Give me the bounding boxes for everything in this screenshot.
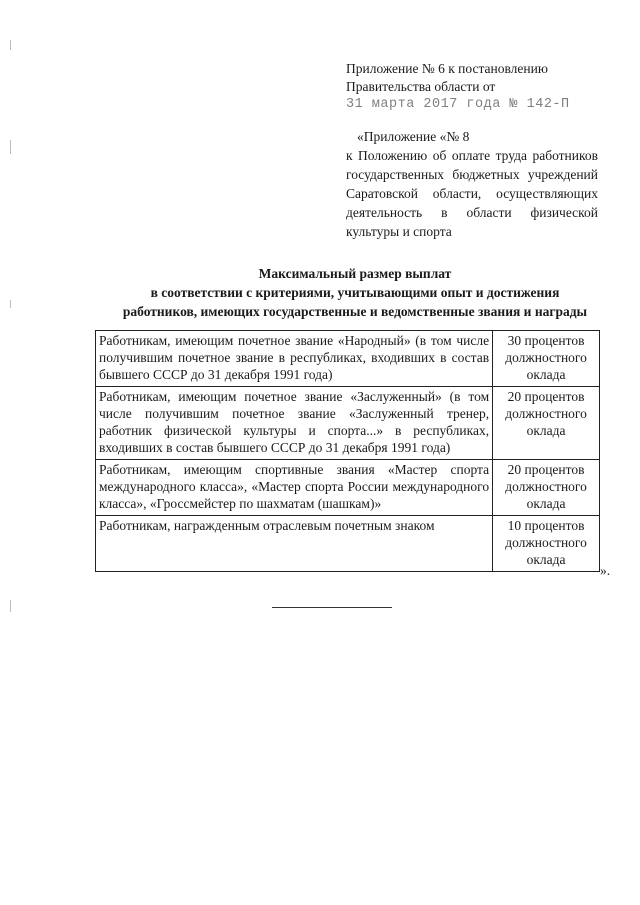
closing-quote: ».	[600, 563, 611, 578]
criterion-cell: Работникам, имеющим спортивные звания «Мастер спорта международного класса», «Мастер спорта России международного класса», «Гроссмейстер по шахматам (шашкам)»	[96, 460, 493, 516]
amount-cell: 20 процентов должностного оклада	[493, 387, 600, 460]
payment-table	[95, 330, 600, 572]
date-number-stamp: 31 марта 2017 года № 142-П	[346, 97, 570, 112]
criterion-cell: Работникам, имеющим почетное звание «Народный» (в том числе получившим почетное звание в республиках, входивших в состав бывшего СССР до 31 декабря 1991 года)	[96, 331, 493, 387]
annex-header	[346, 60, 570, 114]
criterion-cell: Работникам, награжденным отраслевым почетным знаком	[96, 516, 493, 572]
document-heading	[70, 264, 640, 321]
scan-margin-mark	[10, 600, 11, 612]
table-row	[96, 516, 600, 572]
table-row	[96, 387, 600, 460]
table-row	[96, 460, 600, 516]
annex-line-2: Правительства области от	[346, 79, 496, 94]
heading-line-2: в соответствии с критериями, учитывающими опыт и достижения	[150, 285, 560, 300]
annex-line-1: Приложение № 6 к постановлению	[346, 61, 548, 76]
scan-margin-mark	[10, 40, 11, 50]
annex-regulation-text: к Положению об оплате труда работников государственных бюджетных учреждений Саратовской области, осуществляющих деятельность в области физической культуры и спорта	[346, 148, 598, 239]
amount-cell: 10 процентов должностного оклада	[493, 516, 600, 572]
heading-line-3: работников, имеющих государственные и ведомственные звания и награды	[122, 304, 588, 319]
separator-line	[272, 607, 392, 608]
amount-cell: 30 процентов должностного оклада	[493, 331, 600, 387]
criterion-cell: Работникам, имеющим почетное звание «Заслуженный» (в том числе получившим почетное звание «Заслуженный тренер, работник физической культуры и спорта...» в республиках, входивших в состав бывшего СССР до 31 декабря 1991 года)	[96, 387, 493, 460]
table-row	[96, 331, 600, 387]
heading-line-1: Максимальный размер выплат	[258, 266, 452, 281]
scan-margin-mark	[10, 140, 11, 154]
annex-regulation-title: «Приложение «№ 8	[357, 129, 470, 144]
amount-cell: 20 процентов должностного оклада	[493, 460, 600, 516]
scan-margin-mark	[10, 300, 11, 308]
